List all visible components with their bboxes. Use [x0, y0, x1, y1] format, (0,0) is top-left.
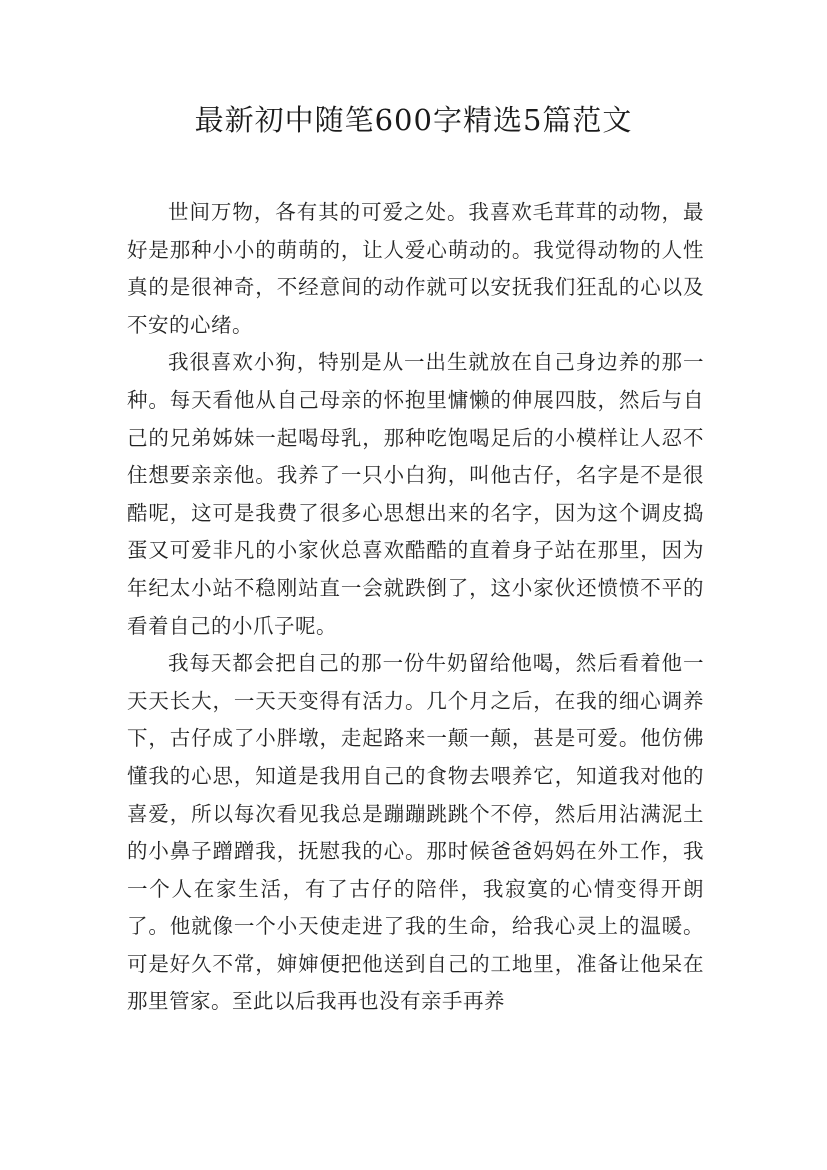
paragraph-2: 我很喜欢小狗，特别是从一出生就放在自己身边养的那一种。每天看他从自己母亲的怀抱里慵懒的伸展四肢，然后与自己的兄弟姊妹一起喝母乳，那种吃饱喝足后的小模样让人忍不住想要亲亲他。我养了一只小白狗，叫他古仔，名字是不是很酷呢，这可是我费了很多心思想出来的名字，因为这个调皮捣蛋又可爱非凡的小家伙总喜欢酷酷的直着身子站在那里，因为年纪太小站不稳刚站直一会就跌倒了，这小家伙还愤愤不平的看着自己的小爪子呢。 [127, 350, 704, 638]
document-title: 最新初中随笔600字精选5篇范文 [194, 103, 633, 137]
paragraph-1: 世间万物，各有其的可爱之处。我喜欢毛茸茸的动物，最好是那种小小的萌萌的，让人爱心萌动的。我觉得动物的人性真的是很神奇，不经意间的动作就可以安抚我们狂乱的心以及不安的心绪。 [127, 200, 704, 337]
document-body [127, 194, 704, 1021]
paragraph-3: 我每天都会把自己的那一份牛奶留给他喝，然后看着他一天天长大，一天天变得有活力。几个月之后，在我的细心调养下，古仔成了小胖墩，走起路来一颠一颠，甚是可爱。他仿佛懂我的心思，知道是我用自己的食物去喂养它，知道我对他的喜爱，所以每次看见我总是蹦蹦跳跳个不停，然后用沾满泥土的小鼻子蹭蹭我，抚慰我的心。那时候爸爸妈妈在外工作，我一个人在家生活，有了古仔的陪伴，我寂寞的心情变得开朗了。他就像一个小天使走进了我的生命，给我心灵上的温暖。可是好久不常，婶婶便把他送到自己的工地里，准备让他呆在那里管家。至此以后我再也没有亲手再养 [127, 651, 704, 1014]
